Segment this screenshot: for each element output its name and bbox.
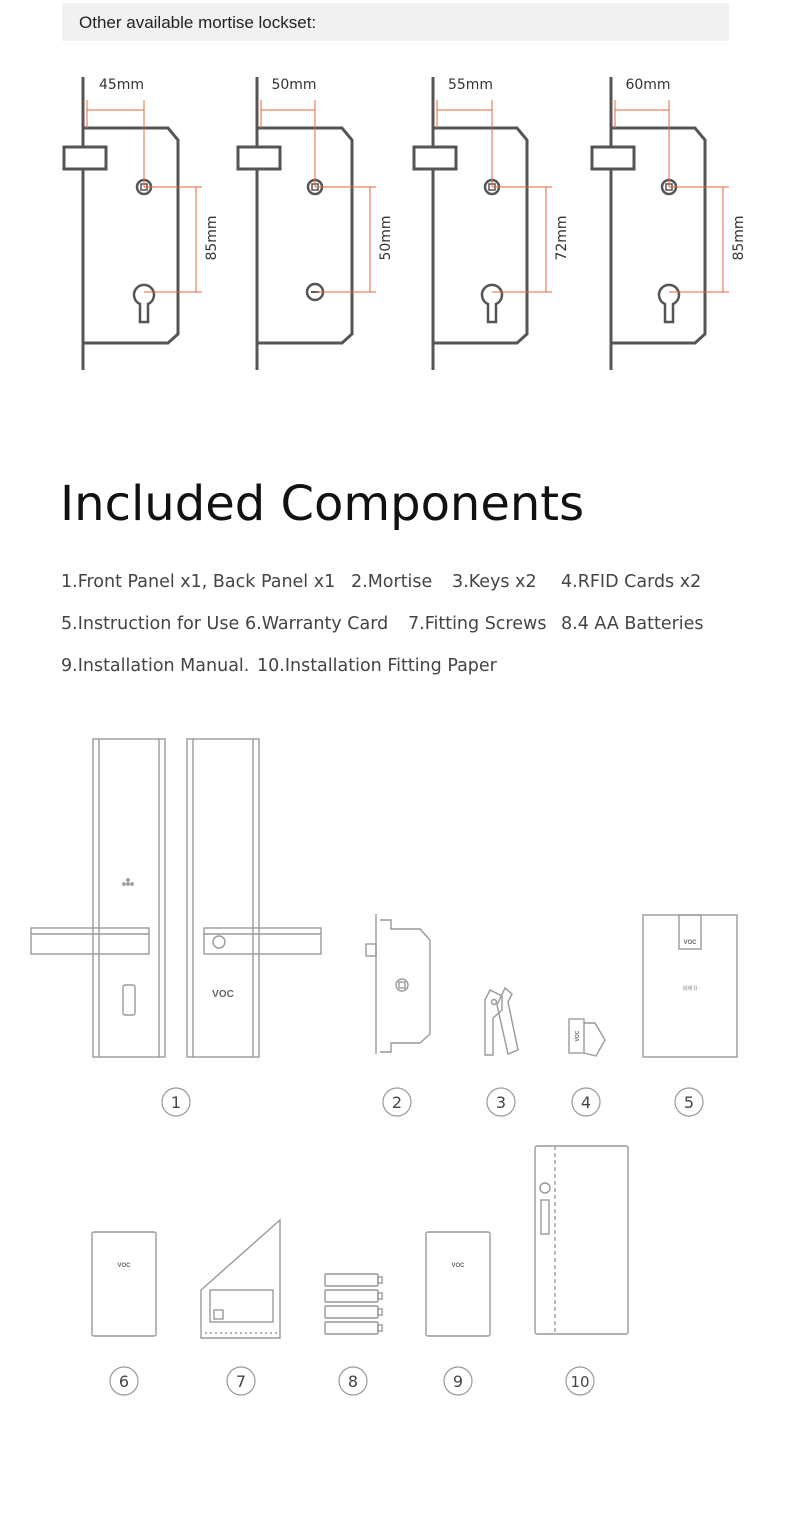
section-title: Included Components: [60, 476, 585, 532]
component-item: 3.Keys x2: [452, 572, 537, 592]
spacing-label: 50mm: [378, 215, 394, 261]
latch-bolt: [414, 147, 456, 169]
backset-label: 50mm: [271, 77, 317, 93]
components-list: [61, 572, 781, 698]
fitting-paper-illustration: [535, 1146, 628, 1334]
brand-mark: VOC: [683, 940, 697, 946]
keyhole: [134, 285, 154, 322]
spacing-label: 85mm: [731, 215, 747, 261]
item-number: 2: [391, 1093, 403, 1112]
brand-mark: VOC: [212, 989, 234, 1000]
brand-mark: VOC: [117, 1263, 131, 1269]
component-item: 6.Warranty Card: [245, 614, 389, 634]
fitting-template-illustration: [201, 1220, 280, 1338]
components-row: [61, 656, 781, 698]
mortise-variant-50mm: [238, 77, 394, 370]
latch-bolt: [238, 147, 280, 169]
manual-cover-text: 说明书: [682, 986, 698, 992]
item-number: 3: [495, 1093, 507, 1112]
spacing-label: 85mm: [204, 215, 220, 261]
component-item: 2.Mortise: [351, 572, 433, 592]
mortise-variant-45mm: [64, 77, 220, 370]
item-number: 1: [170, 1093, 182, 1112]
brand-mark: VOC: [575, 1030, 581, 1042]
mortise-variant-55mm: [414, 77, 570, 370]
brand-mark: VOC: [451, 1263, 465, 1269]
component-item: 1.Front Panel x1, Back Panel x1: [61, 572, 336, 592]
components-row: [61, 572, 781, 614]
component-item: 8.4 AA Batteries: [561, 614, 704, 634]
keyhole: [482, 285, 502, 322]
latch-bolt: [592, 147, 634, 169]
banner-text: Other available mortise lockset:: [79, 13, 317, 32]
installation-manual-illustration: [426, 1232, 490, 1336]
item-number: 10: [570, 1373, 590, 1391]
components-row: [61, 614, 781, 656]
backset-label: 45mm: [98, 77, 145, 93]
spacing-label: 72mm: [554, 215, 570, 261]
mortise-illustration: [366, 914, 430, 1054]
batteries-illustration: [325, 1274, 382, 1334]
rfid-cards-illustration: [569, 1019, 605, 1056]
item-number: 5: [683, 1093, 695, 1112]
backset-label: 55mm: [447, 77, 494, 93]
component-item: 7.Fitting Screws: [408, 614, 547, 634]
component-item: 5.Instruction for Use: [61, 614, 240, 634]
mortise-variant-60mm: [592, 77, 747, 370]
warranty-card-illustration: [92, 1232, 156, 1336]
item-number: 6: [118, 1372, 130, 1391]
item-number: 4: [580, 1093, 592, 1112]
component-item: 9.Installation Manual.: [61, 656, 250, 676]
lock-panels-illustration: [31, 739, 321, 1057]
component-item: 10.Installation Fitting Paper: [257, 656, 497, 676]
component-item: 4.RFID Cards x2: [561, 572, 702, 592]
mortise-variants-diagram: [0, 0, 790, 380]
item-number: 8: [347, 1372, 359, 1391]
keyhole: [659, 285, 679, 322]
latch-bolt: [64, 147, 106, 169]
item-number: 7: [235, 1372, 247, 1391]
backset-label: 60mm: [625, 77, 671, 93]
keys-illustration: [485, 988, 518, 1055]
item-number: 9: [452, 1372, 464, 1391]
instruction-manual-illustration: [643, 915, 737, 1057]
